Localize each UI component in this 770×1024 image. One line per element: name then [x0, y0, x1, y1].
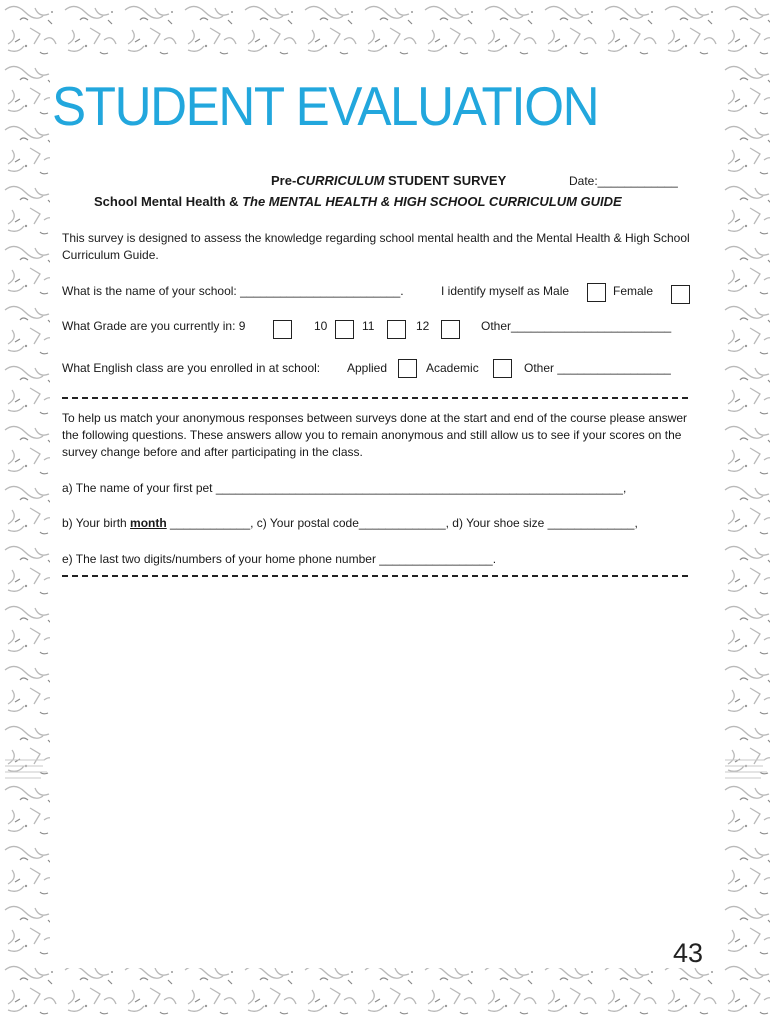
- grade-label: What Grade are you currently in: 9: [62, 319, 246, 333]
- female-checkbox[interactable]: [671, 285, 690, 304]
- survey-heading-suffix: STUDENT SURVEY: [384, 173, 507, 188]
- phone-digits-field[interactable]: e) The last two digits/numbers of your home phone number _________________.: [62, 552, 497, 566]
- grade-10-label: 10: [314, 319, 328, 333]
- birth-suffix: ____________, c) Your postal code_____________, d) Your shoe size _____________,: [166, 516, 638, 530]
- survey-heading-prefix: Pre-: [271, 173, 297, 188]
- page-number: 43: [673, 938, 704, 968]
- gender-label: I identify myself as Male: [441, 284, 570, 298]
- female-label: Female: [613, 284, 654, 298]
- anonymity-intro: To help us match your anonymous responses between surveys done at the start and end of the course please answer the following questions. These answers allow you to remain anonymous and still allow us to see if your scores on the survey change before and after participating in the class.: [62, 411, 688, 459]
- survey-subheading: [94, 193, 622, 210]
- birth-prefix: b) Your birth: [62, 516, 131, 530]
- section-divider: [62, 397, 688, 399]
- grade-12-checkbox[interactable]: [441, 320, 460, 339]
- birth-month-label: month: [130, 516, 167, 530]
- academic-checkbox[interactable]: [493, 359, 512, 378]
- survey-heading: [271, 172, 506, 189]
- survey-heading-italic: CURRICULUM: [296, 173, 385, 188]
- first-pet-field[interactable]: a) The name of your first pet _____________________________________________________________,: [62, 481, 627, 495]
- applied-checkbox[interactable]: [398, 359, 417, 378]
- academic-label: Academic: [426, 361, 479, 375]
- english-class-label: What English class are you enrolled in at school:: [62, 361, 321, 375]
- section-divider-bottom: [62, 575, 688, 577]
- grade-11-label: 11: [362, 319, 375, 333]
- grade-10-checkbox[interactable]: [335, 320, 354, 339]
- grade-11-checkbox[interactable]: [387, 320, 406, 339]
- grade-other-field[interactable]: Other________________________: [481, 319, 672, 333]
- english-other-field[interactable]: Other _________________: [524, 361, 671, 375]
- page-title: STUDENT EVALUATION: [52, 75, 599, 137]
- grade-12-label: 12: [416, 319, 430, 333]
- male-checkbox[interactable]: [587, 283, 606, 302]
- survey-subheading-italic: The MENTAL HEALTH & HIGH SCHOOL CURRICULUM GUIDE: [242, 194, 622, 209]
- survey-intro: This survey is designed to assess the knowledge regarding school mental health and the Mental Health & High School Curriculum Guide.: [62, 231, 690, 262]
- date-field[interactable]: Date:____________: [569, 174, 678, 188]
- school-name-field[interactable]: What is the name of your school: ________________________.: [62, 284, 404, 298]
- birth-postal-shoe-fields[interactable]: [62, 515, 638, 532]
- survey-subheading-prefix: School Mental Health &: [94, 194, 243, 209]
- grade-9-checkbox[interactable]: [273, 320, 292, 339]
- applied-label: Applied: [347, 361, 388, 375]
